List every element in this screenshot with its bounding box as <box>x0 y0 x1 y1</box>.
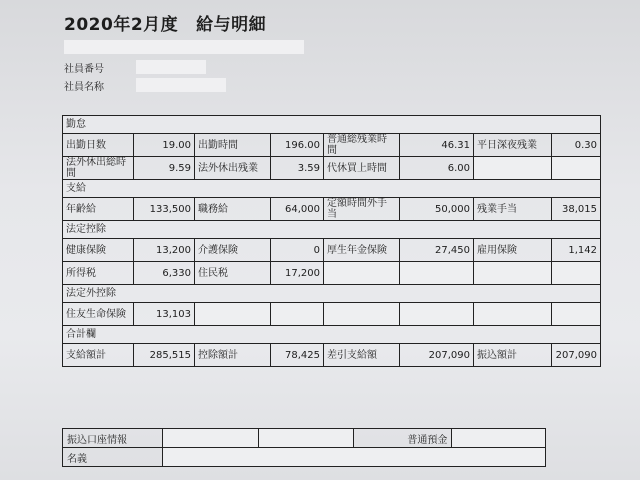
empty-cell <box>552 262 601 285</box>
account-type-value: 普通預金 <box>354 429 452 448</box>
title-period: 2020年2月度 <box>64 15 179 35</box>
deduction-label: 所得税 <box>63 262 134 285</box>
deduction-value: 13,200 <box>134 239 195 262</box>
total-label: 差引支給額 <box>324 344 400 367</box>
attendance-label: 出勤日数 <box>63 134 134 157</box>
attendance-section-header: 勤怠 <box>63 116 601 134</box>
empty-cell <box>195 303 271 326</box>
attendance-label: 法外休出総時間 <box>63 157 134 180</box>
title-document: 給与明細 <box>196 15 267 35</box>
deduction-label: 健康保険 <box>63 239 134 262</box>
payment-value: 50,000 <box>400 198 474 221</box>
empty-cell <box>324 303 400 326</box>
empty-cell <box>474 262 552 285</box>
deduction-label: 住民税 <box>195 262 271 285</box>
payments-section-header: 支給 <box>63 180 601 198</box>
other-deductions-section-header: 法定外控除 <box>63 285 601 303</box>
employee-name-label: 社員名称 <box>64 82 104 93</box>
empty-cell <box>474 303 552 326</box>
total-label: 控除額計 <box>195 344 271 367</box>
attendance-row-2 <box>63 157 601 180</box>
deduction-label: 介護保険 <box>195 239 271 262</box>
payment-value: 64,000 <box>271 198 324 221</box>
account-holder-label: 名義 <box>63 448 163 467</box>
attendance-value: 3.59 <box>271 157 324 180</box>
empty-cell <box>324 262 400 285</box>
total-value: 207,090 <box>400 344 474 367</box>
payment-label: 職務給 <box>195 198 271 221</box>
attendance-value: 6.00 <box>400 157 474 180</box>
deduction-value: 6,330 <box>134 262 195 285</box>
redacted-employee-name <box>136 78 226 92</box>
statutory-deductions-row-1 <box>63 239 601 262</box>
deduction-label: 厚生年金保険 <box>324 239 400 262</box>
total-value: 207,090 <box>552 344 601 367</box>
totals-row-1 <box>63 344 601 367</box>
attendance-label: 出勤時間 <box>195 134 271 157</box>
attendance-label: 代休買上時間 <box>324 157 400 180</box>
attendance-label: 法外休出残業 <box>195 157 271 180</box>
empty-cell <box>400 303 474 326</box>
empty-cell <box>552 157 601 180</box>
empty-cell <box>400 262 474 285</box>
redacted-company-info <box>64 40 304 54</box>
employee-number-label: 社員番号 <box>64 64 104 75</box>
payslip-table <box>62 115 601 367</box>
payment-label: 年齢給 <box>63 198 134 221</box>
bank-account-table <box>62 428 640 467</box>
empty-cell <box>546 429 640 448</box>
payments-row-1 <box>63 198 601 221</box>
attendance-value: 0.30 <box>552 134 601 157</box>
attendance-value: 9.59 <box>134 157 195 180</box>
total-value: 285,515 <box>134 344 195 367</box>
payment-value: 133,500 <box>134 198 195 221</box>
redacted-bank-name <box>162 429 258 448</box>
other-deductions-row-1 <box>63 303 601 326</box>
attendance-row-1 <box>63 134 601 157</box>
payment-value: 38,015 <box>552 198 601 221</box>
empty-cell <box>546 448 640 467</box>
total-label: 支給額計 <box>63 344 134 367</box>
page-title <box>64 10 266 35</box>
deduction-value: 0 <box>271 239 324 262</box>
empty-cell <box>474 157 552 180</box>
deduction-value: 1,142 <box>552 239 601 262</box>
empty-cell <box>552 303 601 326</box>
attendance-label: 平日深夜残業 <box>474 134 552 157</box>
statutory-deductions-row-2 <box>63 262 601 285</box>
attendance-value: 19.00 <box>134 134 195 157</box>
attendance-value: 46.31 <box>400 134 474 157</box>
redacted-account-number <box>452 429 546 448</box>
deduction-label: 住友生命保険 <box>63 303 134 326</box>
deduction-value: 27,450 <box>400 239 474 262</box>
deduction-value: 17,200 <box>271 262 324 285</box>
redacted-employee-number <box>136 60 206 74</box>
bank-account-info-label: 振込口座情報 <box>63 429 163 448</box>
empty-cell <box>271 303 324 326</box>
attendance-value: 196.00 <box>271 134 324 157</box>
redacted-account-holder <box>162 448 545 467</box>
statutory-deductions-section-header: 法定控除 <box>63 221 601 239</box>
total-label: 振込額計 <box>474 344 552 367</box>
payment-label: 残業手当 <box>474 198 552 221</box>
payment-label: 定額時間外手当 <box>324 198 400 221</box>
bank-account-row <box>63 429 640 448</box>
deduction-value: 13,103 <box>134 303 195 326</box>
deduction-label: 雇用保険 <box>474 239 552 262</box>
totals-section-header: 合計欄 <box>63 326 601 344</box>
attendance-label: 普通総残業時間 <box>324 134 400 157</box>
redacted-branch-name <box>258 429 354 448</box>
total-value: 78,425 <box>271 344 324 367</box>
account-holder-row <box>63 448 640 467</box>
